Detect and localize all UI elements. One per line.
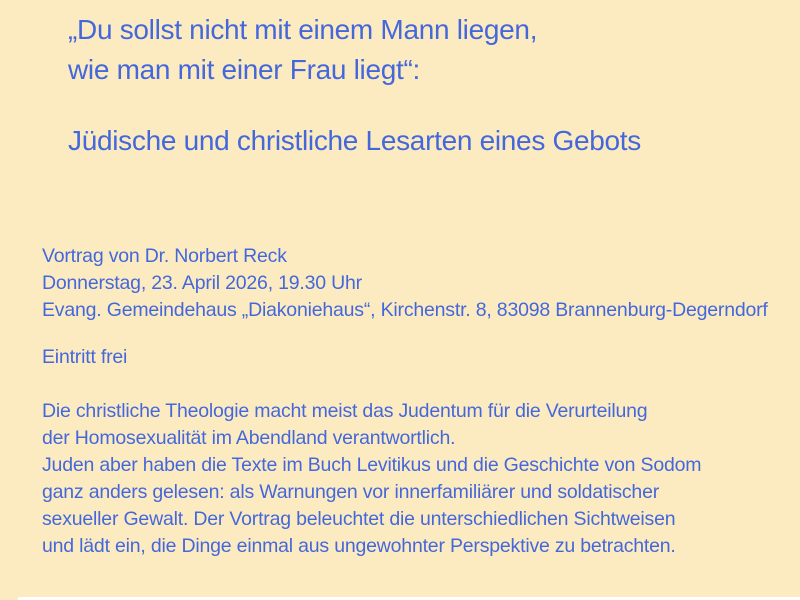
- event-location: Evang. Gemeindehaus „Diakoniehaus“, Kirchenstr. 8, 83098 Brannenburg-Degerndorf: [42, 299, 768, 321]
- description-line: Juden aber haben die Texte im Buch Levitikus und die Geschichte von Sodom: [42, 454, 702, 476]
- event-info: [42, 243, 768, 324]
- event-speaker: Vortrag von Dr. Norbert Reck: [42, 245, 287, 267]
- title-line-1: „Du sollst nicht mit einem Mann liegen,: [68, 14, 538, 45]
- title-line-2: wie man mit einer Frau liegt“:: [68, 54, 421, 85]
- description-line: sexueller Gewalt. Der Vortrag beleuchtet die unterschiedlichen Sichtweisen: [42, 508, 676, 530]
- description-line: der Homosexualität im Abendland verantwortlich.: [42, 427, 456, 449]
- event-description: [42, 398, 701, 560]
- event-datetime: Donnerstag, 23. April 2026, 19.30 Uhr: [42, 272, 362, 294]
- event-admission: Eintritt frei: [42, 346, 128, 368]
- description-line: Die christliche Theologie macht meist das Judentum für die Verurteilung: [42, 400, 648, 422]
- description-line: ganz anders gelesen: als Warnungen vor innerfamiliärer und soldatischer: [42, 481, 660, 503]
- flyer-subtitle: Jüdische und christliche Lesarten eines Gebots: [68, 125, 641, 156]
- description-line: und lädt ein, die Dinge einmal aus ungewohnter Perspektive zu betrachten.: [42, 535, 676, 557]
- flyer-title: [68, 10, 537, 90]
